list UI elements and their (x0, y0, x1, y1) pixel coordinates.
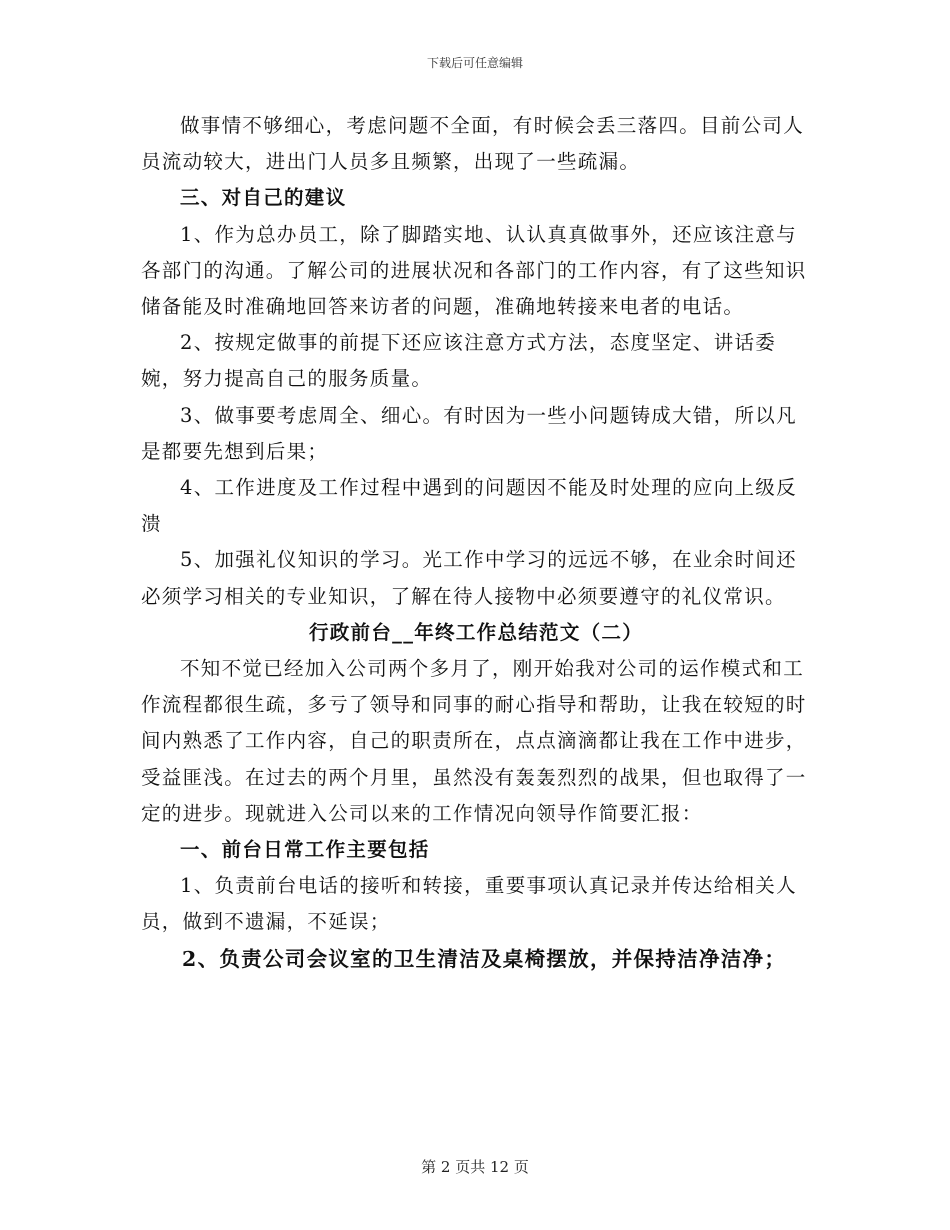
paragraph: 1、作为总办员工，除了脚踏实地、认认真真做事外，还应该注意与各部门的沟通。了解公司的进展状况和各部门的工作内容，有了这些知识储备能及时准确地回答来访者的问题，准确地转接来电者的电话。 (141, 222, 807, 319)
section-heading: 一、前台日常工作主要包括 (180, 838, 430, 862)
paragraph: 2、按规定做事的前提下还应该注意方式方法，态度坚定、讲话委婉，努力提高自己的服务质量。 (141, 331, 777, 391)
document-body (141, 108, 811, 977)
bold-paragraph: 2、负责公司会议室的卫生清洁及桌椅摆放，并保持洁净洁净； (182, 946, 787, 971)
document-title: 行政前台__年终工作总结范文（二） (308, 620, 644, 644)
paragraph: 5、加强礼仪知识的学习。光工作中学习的远远不够，在业余时间还必须学习相关的专业知识，了解在待人接物中必须要遵守的礼仪常识。 (141, 548, 797, 608)
page-footer: 第 2 页共 12 页 (421, 1158, 529, 1176)
paragraph: 不知不觉已经加入公司两个多月了，刚开始我对公司的运作模式和工作流程都很生疏，多亏了领导和同事的耐心指导和帮助，让我在较短的时间内熟悉了工作内容，自己的职责所在，点点滴滴都让我在工作中进步，受益匪浅。在过去的两个月里，虽然没有轰轰烈烈的战果，但也取得了一定的进步。现就进入公司以来的工作情况向领导作简要汇报： (141, 657, 807, 825)
paragraph: 4、工作进度及工作过程中遇到的问题因不能及时处理的应向上级反溃 (141, 476, 797, 536)
section-heading: 三、对自己的建议 (180, 186, 347, 210)
paragraph: 1、负责前台电话的接听和转接，重要事项认真记录并传达给相关人员，做到不遗漏，不延误； (141, 874, 797, 934)
paragraph: 做事情不够细心，考虑问题不全面，有时候会丢三落四。目前公司人员流动较大，进出门人员多且频繁，出现了一些疏漏。 (141, 114, 805, 174)
paragraph: 3、做事要考虑周全、细心。有时因为一些小问题铸成大错，所以凡是都要先想到后果； (141, 403, 797, 463)
page-header: 下载后可任意编辑 (426, 56, 523, 70)
